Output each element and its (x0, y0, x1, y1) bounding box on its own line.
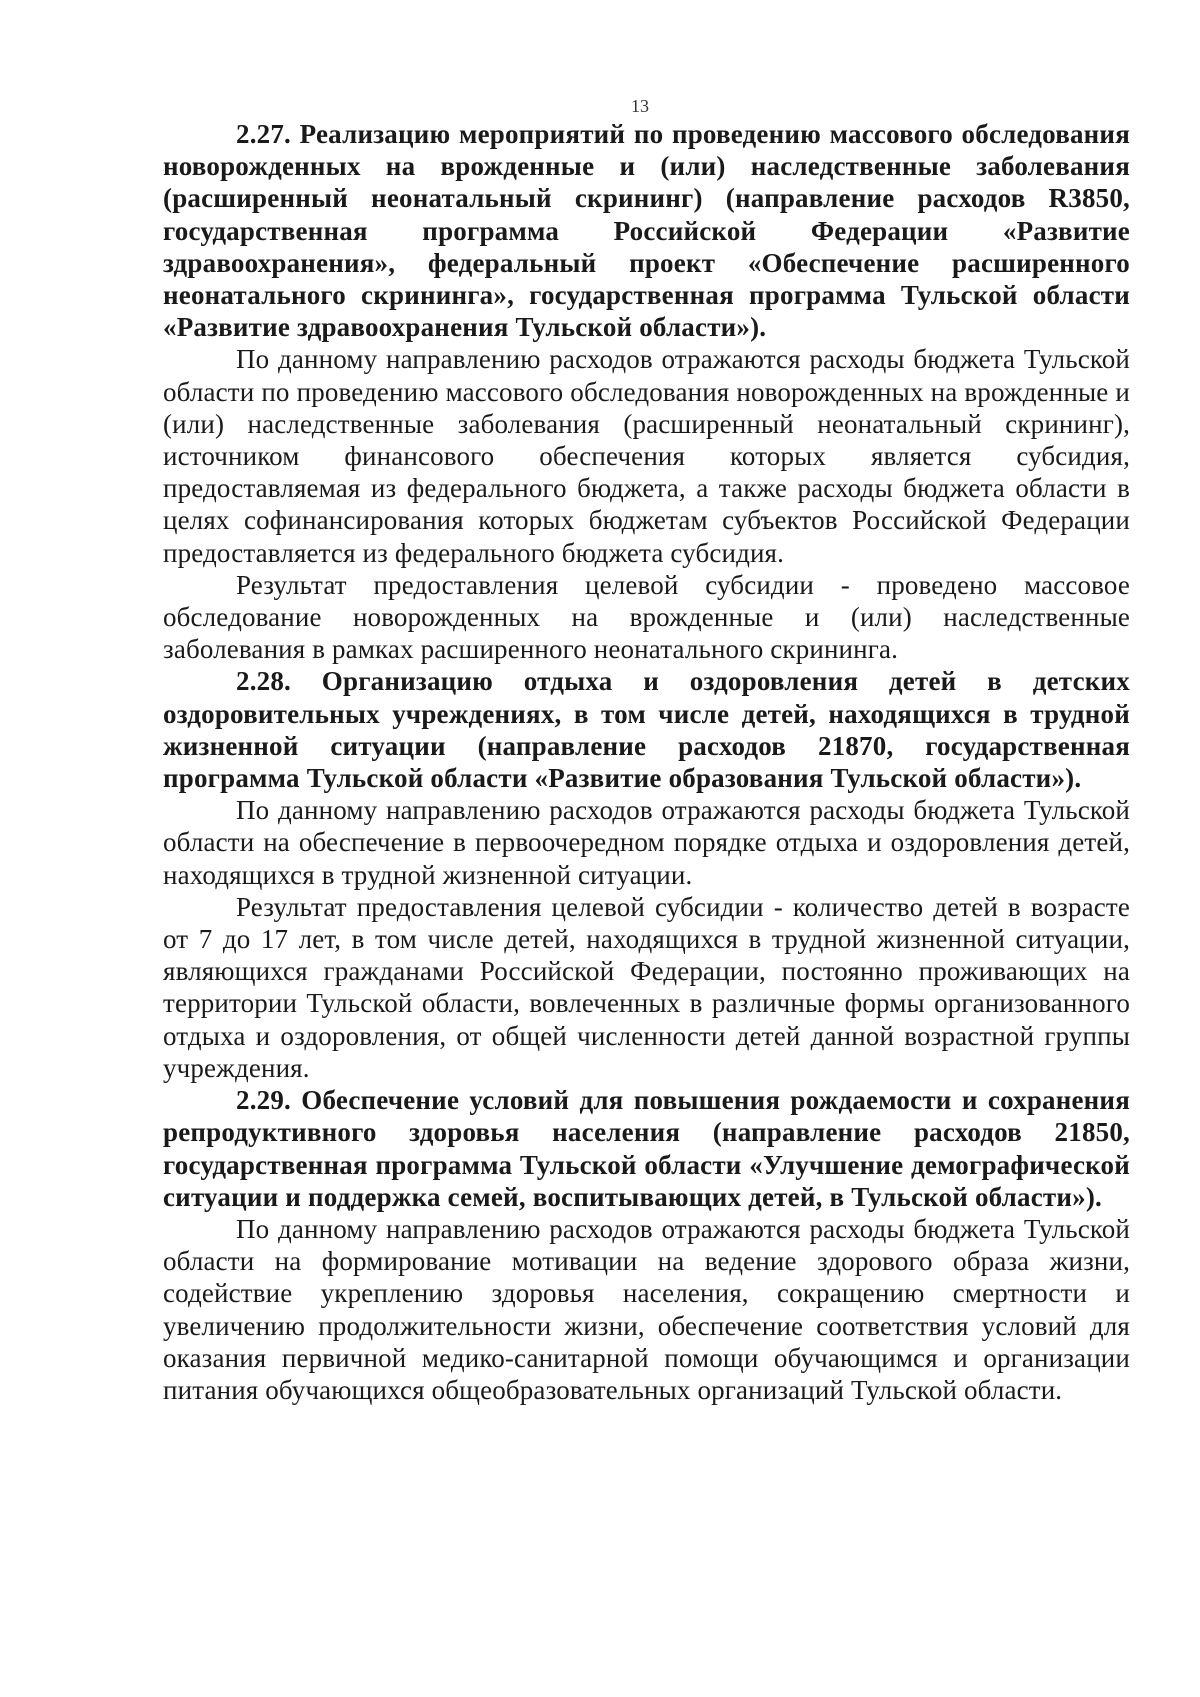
page-number: 13 (631, 96, 649, 116)
section-2-29-heading: 2.29. Обеспечение условий для повышения рождаемости и сохранения репродуктивного здоровья населения (направление расходов 21850, государственная программа Тульской области «Улучшение демографической ситуации и поддержка семей, воспитывающих детей, в Тульской области»). (163, 1085, 1130, 1212)
section-2-27-paragraph-2: Результат предоставления целевой субсидии - проведено массовое обследование новорожденных на врожденные и (или) наследственные заболевания в рамках расширенного неонатального скрининга. (163, 569, 1130, 665)
section-2-28-paragraph-2: Результат предоставления целевой субсидии - количество детей в возрасте от 7 до 17 лет, в том числе детей, находящихся в трудной жизненной ситуации, являющихся гражданами Российской Федерации, постоянно проживающих на территории Тульской области, вовлеченных в различные формы организованного отдыха и оздоровления, от общей численности детей данной возрастной группы учреждения. (163, 891, 1130, 1083)
section-2-29-paragraph-1: По данному направлению расходов отражаются расходы бюджета Тульской области на формирование мотивации на ведение здорового образа жизни, содействие укреплению здоровья населения, сокращению смертности и увеличению продолжительности жизни, обеспечение соответствия условий для оказания первичной медико-санитарной помощи обучающимся и организации питания обучающихся общеобразовательных организаций Тульской области. (163, 1213, 1130, 1405)
section-2-28-heading: 2.28. Организацию отдыха и оздоровления детей в детских оздоровительных учреждениях, в том числе детей, находящихся в трудной жизненной ситуации (направление расходов 21870, государственная программа Тульской области «Развитие образования Тульской области»). (163, 666, 1130, 794)
section-2-28-paragraph-1: По данному направлению расходов отражаются расходы бюджета Тульской области на обеспечение в первоочередном порядке отдыха и оздоровления детей, находящихся в трудной жизненной ситуации. (163, 795, 1130, 890)
section-2-27-paragraph-1: По данному направлению расходов отражаются расходы бюджета Тульской области по проведению массового обследования новорожденных на врожденные и (или) наследственные заболевания (расширенный неонатальный скрининг), источником финансового обеспечения которых является субсидия, предоставляемая из федерального бюджета, а также расходы бюджета области в целях софинансирования которых бюджетам субъектов Российской Федерации предоставляется из федерального бюджета субсидия. (163, 344, 1130, 568)
section-2-27-heading: 2.27. Реализацию мероприятий по проведению массового обследования новорожденных на врожденные и (или) наследственные заболевания (расширенный неонатальный скрининг) (направление расходов R3850, государственная программа Российской Федерации «Развитие здравоохранения», федеральный проект «Обеспечение расширенного неонатального скрининга», государственная программа Тульской области «Развитие здравоохранения Тульской области»). (163, 119, 1130, 343)
document-body (163, 118, 1130, 1406)
